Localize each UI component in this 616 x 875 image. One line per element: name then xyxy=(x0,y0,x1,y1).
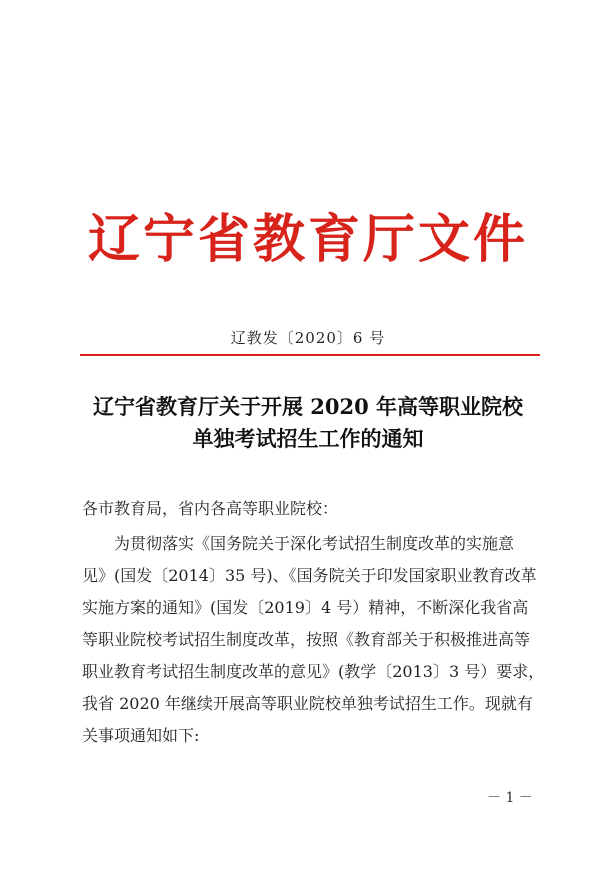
body-paragraph xyxy=(82,528,552,752)
document-header-title: 辽宁省教育厅文件 xyxy=(87,209,528,270)
body-line: 职业教育考试招生制度改革的意见》(教学〔2013〕3 号）要求， xyxy=(82,662,545,681)
body-line: 实施方案的通知》(国发〔2019〕4 号）精神，不断深化我省高 xyxy=(82,598,529,617)
body-line: 我省 2020 年继续开展高等职业院校单独考试招生工作。现就有 xyxy=(82,694,533,713)
notice-title xyxy=(0,391,616,455)
body-line: 为贯彻落实《国务院关于深化考试招生制度改革的实施意 xyxy=(82,534,515,553)
notice-title-line-2: 单独考试招生工作的通知 xyxy=(192,426,424,451)
body-line: 见》(国发〔2014〕35 号)、《国务院关于印发国家职业教育改革 xyxy=(82,566,537,585)
document-number: 辽教发〔2020〕6 号 xyxy=(230,329,386,347)
red-divider-line xyxy=(80,354,540,356)
notice-title-line-1: 辽宁省教育厅关于开展 2020 年高等职业院校 xyxy=(92,394,524,419)
page-number: － 1 － xyxy=(487,790,533,806)
body-line: 关事项通知如下: xyxy=(82,726,200,745)
body-line: 等职业院校考试招生制度改革，按照《教育部关于积极推进高等 xyxy=(82,630,531,649)
salutation: 各市教育局，省内各高等职业院校： xyxy=(82,499,339,518)
